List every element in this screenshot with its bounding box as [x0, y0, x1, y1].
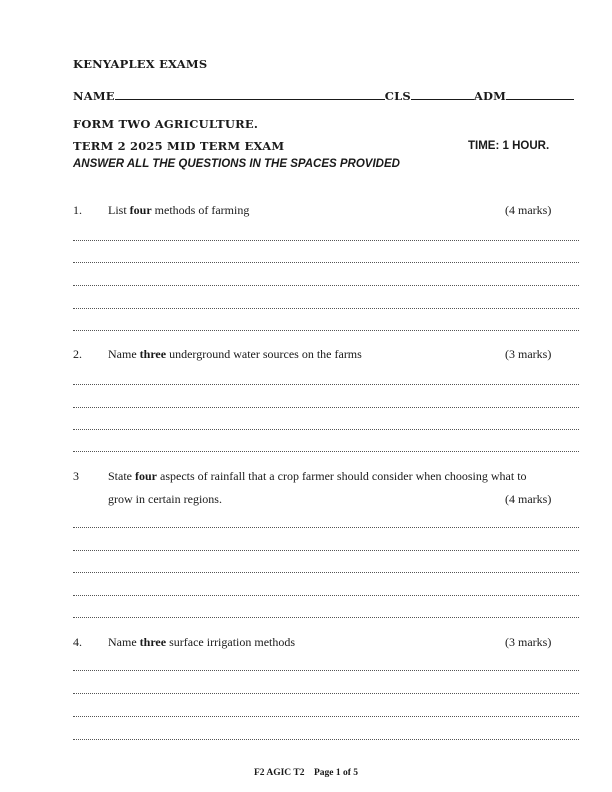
answer-line [73, 595, 579, 596]
answer-line [73, 407, 579, 408]
page-footer [0, 768, 612, 778]
answer-line [73, 670, 579, 671]
answer-line [73, 572, 579, 573]
term-title: TERM 2 2025 MID TERM EXAM [73, 139, 285, 153]
answer-line [73, 429, 579, 430]
subject-title: FORM TWO AGRICULTURE. [73, 117, 259, 131]
question-3-text: State four aspects of rainfall that a crop farmer should consider when choosing what to [108, 469, 527, 483]
answer-line [73, 550, 579, 551]
question-3-text-line2: grow in certain regions. [108, 492, 222, 506]
question-4-text: Name three surface irrigation methods [108, 635, 296, 649]
question-2-number: 2. [73, 347, 82, 361]
exam-instruction: ANSWER ALL THE QUESTIONS IN THE SPACES PROVIDED [73, 158, 400, 170]
answer-line [73, 240, 579, 241]
answer-line [73, 527, 579, 528]
question-2-text: Name three underground water sources on the farms [108, 347, 362, 361]
question-2-marks: (3 marks) [505, 347, 552, 361]
answer-line [73, 262, 579, 263]
answer-line [73, 285, 579, 286]
answer-line [73, 716, 579, 717]
answer-line [73, 330, 579, 331]
school-name: KENYAPLEX EXAMS [73, 57, 208, 71]
footer-page-number: Page 1 of 5 [313, 768, 359, 778]
cls-label: CLS [384, 89, 411, 103]
question-4-marks: (3 marks) [505, 635, 552, 649]
answer-line [73, 451, 579, 452]
answer-line [73, 617, 579, 618]
answer-line [73, 693, 579, 694]
question-1-number: 1. [73, 203, 82, 217]
question-1-text: List four methods of farming [108, 203, 250, 217]
adm-label: ADM [473, 89, 507, 103]
question-3-marks: (4 marks) [505, 492, 552, 506]
question-1-marks: (4 marks) [505, 203, 552, 217]
cls-field[interactable] [411, 89, 474, 100]
question-4-number: 4. [73, 635, 82, 649]
student-details-row [73, 89, 579, 103]
name-label: NAME [73, 89, 115, 103]
adm-field[interactable] [506, 89, 574, 100]
answer-line [73, 308, 579, 309]
answer-line [73, 739, 579, 740]
exam-time: TIME: 1 HOUR. [468, 140, 550, 152]
footer-code: F2 AGIC T2 [253, 768, 305, 778]
question-3-number: 3 [73, 469, 79, 483]
answer-line [73, 384, 579, 385]
name-field[interactable] [115, 89, 385, 100]
